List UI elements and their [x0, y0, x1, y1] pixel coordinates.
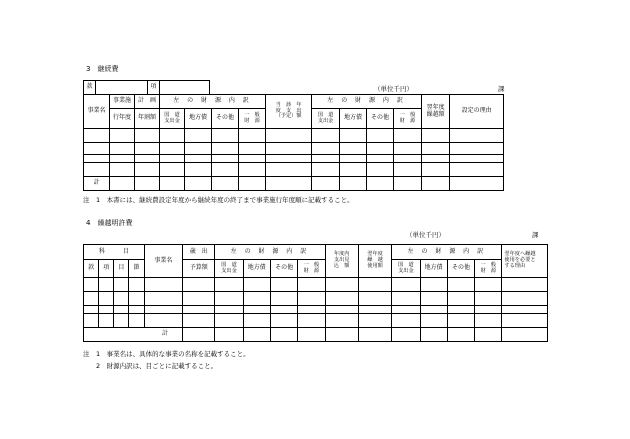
header-jigyomei: 事業名	[144, 245, 182, 278]
header-kokudo-1: 国 道 支出金	[160, 109, 185, 129]
header-chihousai-1: 地方債	[185, 109, 212, 129]
header-setsu: 節	[129, 260, 144, 278]
header-zaigen-naiyaku-2: 左 の 財 源 内 訳	[312, 95, 422, 109]
header-kokudo-2: 国 道 支出金	[392, 260, 420, 278]
kan-label: 款	[84, 81, 96, 95]
section3-table	[83, 94, 504, 191]
table-row	[84, 314, 548, 328]
header-sonota-1: その他	[212, 109, 239, 129]
header-jigyo-shiko-1: 事業施	[110, 95, 135, 109]
header-kokudo-2: 国 道 支出金	[312, 109, 340, 129]
header-saishutsu-2: 予算額	[183, 260, 215, 278]
header-kokudo-1: 国 道 支出金	[215, 260, 243, 278]
header-saishutsu-1: 歳 出	[183, 245, 215, 260]
header-sonota-2: その他	[367, 109, 394, 129]
section3-title: 3 継続費	[86, 65, 119, 73]
kou-value-cell[interactable]	[160, 81, 210, 95]
header-riyu: 翌年度へ繰越 使用を必要と する理由	[502, 245, 548, 278]
table-row	[84, 278, 548, 292]
header-kou: 項	[99, 260, 114, 278]
header-keikaku-1: 計 画	[135, 95, 160, 109]
total-label: 計	[84, 328, 183, 342]
header-ippan-1: 一 般 財 源	[298, 260, 325, 278]
header-kamoku: 科 目	[84, 245, 145, 260]
header-ippan-2: 一 般 財 源	[475, 260, 502, 278]
header-nendonai-mikomi: 年度内 支出見 込 額	[325, 245, 358, 278]
section4-note-2: 2 財源内訳は、目ごとに記載すること。	[83, 362, 218, 370]
header-yokunendo-kurikoshi: 翌年度 繰 越 使用額	[358, 245, 391, 278]
table-row	[84, 129, 504, 143]
header-yokunendo: 翌年度 繰越額	[422, 95, 450, 129]
header-sonota-2: その他	[447, 260, 474, 278]
table-row-gap	[84, 306, 548, 314]
kou-label: 項	[148, 81, 160, 95]
table-row-gap	[84, 155, 504, 163]
section4-unit: （単位千円）	[406, 231, 445, 239]
header-settei-riyu: 設定の理由	[450, 95, 504, 129]
header-chihousai-2: 地方債	[340, 109, 367, 129]
header-jigyomei: 事業名	[84, 95, 110, 129]
header-chihousai-2: 地方債	[420, 260, 447, 278]
section3-note: 注 1 本書には、継続費設定年度から継続年度の終了まで事業施行年度順に記載すること。	[83, 196, 354, 204]
header-chihousai-1: 地方債	[243, 260, 270, 278]
section4-ka-label: 課	[532, 231, 539, 239]
section3-kan-kou	[83, 80, 210, 95]
header-kan: 款	[84, 260, 99, 278]
kan-value-cell[interactable]	[96, 81, 148, 95]
section4-title: 4 繰越明許費	[86, 219, 133, 227]
total-row	[84, 177, 504, 191]
header-moku: 目	[114, 260, 129, 278]
header-tougai-nendo: 当 該 年 度 支 出 （予定）額	[266, 95, 312, 129]
section4-table	[83, 244, 548, 342]
table-row	[84, 292, 548, 306]
table-row	[84, 143, 504, 155]
header-sonota-1: その他	[270, 260, 297, 278]
header-ippan-2: 一 般 財 源	[394, 109, 422, 129]
header-zaigen-naiyaku-1: 左 の 財 源 内 訳	[215, 245, 325, 260]
table-row	[84, 163, 504, 177]
header-ippan-1: 一 般 財 源	[239, 109, 266, 129]
section3-unit: （単位千円）	[374, 85, 413, 93]
header-jigyo-shiko-2: 行年度	[110, 109, 135, 129]
total-label: 計	[84, 177, 110, 191]
header-keikaku-2: 年割額	[135, 109, 160, 129]
total-row	[84, 328, 548, 342]
header-zaigen-naiyaku-2: 左 の 財 源 内 訳	[392, 245, 502, 260]
section3-ka-label: 課	[498, 85, 505, 93]
section4-note-1: 注 1 事業名は、具体的な事業の名称を記載すること。	[83, 350, 250, 358]
header-zaigen-naiyaku-1: 左 の 財 源 内 訳	[160, 95, 266, 109]
